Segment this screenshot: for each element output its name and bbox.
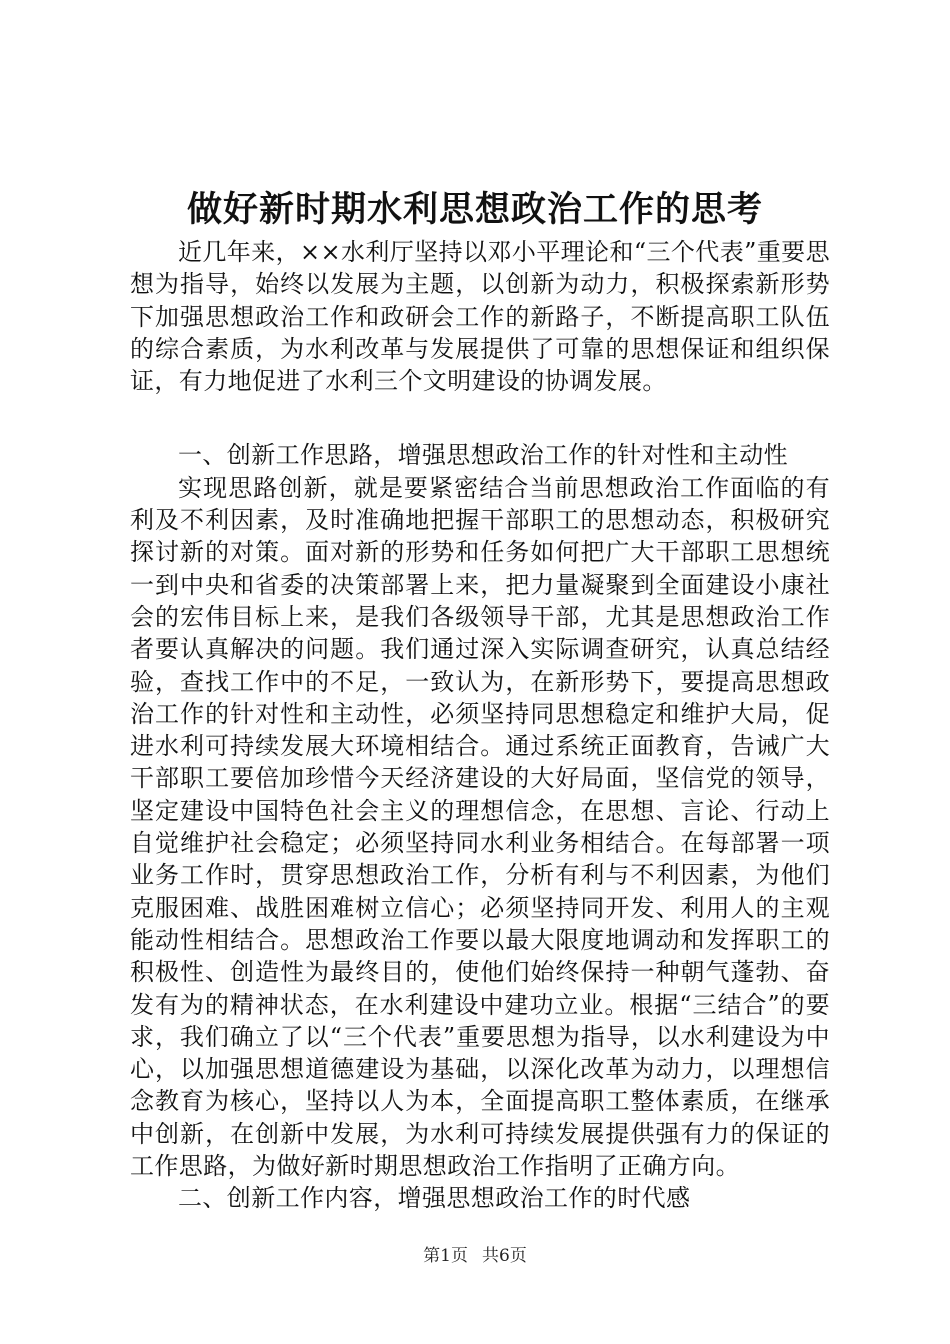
paragraph-gap xyxy=(130,397,830,439)
intro-paragraph: 近几年来，××水利厅坚持以邓小平理论和“三个代表”重要思想为指导，始终以发展为主题，以创新为动力，积极探索新形势下加强思想政治工作和政研会工作的新路子，不断提高职工队伍的综合素质，为水利改革与发展提供了可靠的思想保证和组织保证，有力地促进了水利三个文明建设的协调发展。 xyxy=(130,238,830,396)
page-total: 共6页 xyxy=(482,1246,527,1266)
section-heading-2: 二、创新工作内容，增强思想政治工作的时代感 xyxy=(178,1184,691,1213)
document-title: 做好新时期水利思想政治工作的思考 xyxy=(186,189,763,230)
page-number: 第1页 xyxy=(423,1246,468,1266)
page-footer xyxy=(0,1244,950,1268)
document-body xyxy=(130,236,830,1215)
section-1-paragraph: 实现思路创新，就是要紧密结合当前思想政治工作面临的有利及不利因素，及时准确地把握干部职工的思想动态，积极研究探讨新的对策。面对新的形势和任务如何把广大干部职工思想统一到中央和省委的决策部署上来，把力量凝聚到全面建设小康社会的宏伟目标上来，是我们各级领导干部，尤其是思想政治工作者要认真解决的问题。我们通过深入实际调查研究，认真总结经验，查找工作中的不足，一致认为，在新形势下，要提高思想政治工作的针对性和主动性，必须坚持同思想稳定和维护大局，促进水利可持续发展大环境相结合。通过系统正面教育，告诫广大干部职工要倍加珍惜今天经济建设的大好局面，坚信党的领导，坚定建设中国特色社会主义的理想信念，在思想、言论、行动上自觉维护社会稳定；必须坚持同水利业务相结合。在每部署一项业务工作时，贯穿思想政治工作，分析有利与不利因素，为他们克服困难、战胜困难树立信心；必须坚持同开发、利用人的主观能动性相结合。思想政治工作要以最大限度地调动和发挥职工的积极性、创造性为最终目的，使他们始终保持一种朝气蓬勃、奋发有为的精神状态，在水利建设中建功立业。根据“三结合”的要求，我们确立了以“三个代表”重要思想为指导，以水利建设为中心，以加强思想道德建设为基础，以深化改革为动力，以理想信念教育为核心，坚持以人为本，全面提高职工整体素质，在继承中创新，在创新中发展，为水利可持续发展提供强有力的保证的工作思路，为做好新时期思想政治工作指明了正确方向。 xyxy=(130,473,830,1181)
section-heading-1: 一、创新工作思路，增强思想政治工作的针对性和主动性 xyxy=(178,441,788,470)
